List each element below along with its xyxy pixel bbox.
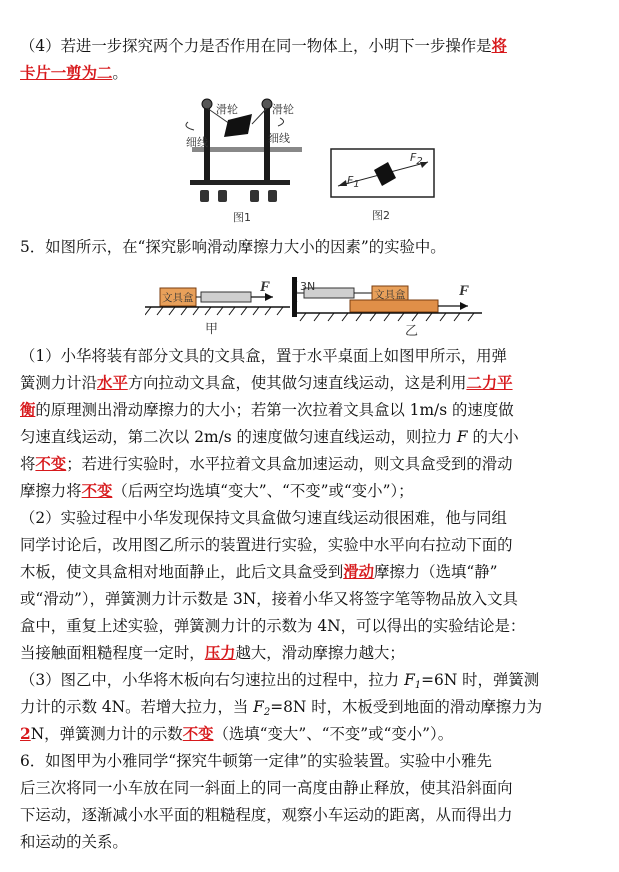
yi-spring-reading: 3N (300, 280, 316, 293)
force-f1-label: F1 (347, 174, 360, 190)
q5-p1-line-4: 匀速直线运动，第二次以 2m/s 的速度做匀速直线运动，则拉力 F 的大小 (20, 428, 519, 446)
string-label-left: 细线 (186, 136, 208, 149)
q5-p1-line-1: （1）小华将装有部分文具的文具盒，置于水平桌面上如图甲所示，用弹 (20, 347, 507, 365)
answer-unchanged-3: 不变 (182, 725, 214, 743)
q5-p1-line-2: 簧测力计沿水平方向拉动文具盒，使其做匀速直线运动，这是利用二力平 (20, 374, 513, 392)
pulley-label-left: 滑轮 (216, 103, 238, 116)
q5-p1-line-5: 将不变；若进行实验时，水平拉着文具盒加速运动，则文具盒受到的滑动 (20, 455, 513, 473)
answer-pressure: 压力 (204, 644, 236, 662)
q4-answer-part1: 将 (491, 37, 507, 55)
yi-force-label: F (459, 283, 470, 299)
string-label-right: 细线 (268, 132, 290, 145)
q5-p2-line-5: 盒中，重复上述实验，弹簧测力计的示数为 4N，可以得出的实验结论是： (20, 617, 526, 635)
pulley-label-right: 滑轮 (272, 103, 294, 116)
q5-p3-line-3: 2N，弹簧测力计的示数不变（选填“变大”、“不变”或“变小”）。 (20, 725, 454, 743)
q5-p2-line-3: 木板，使文具盒相对地面静止，此后文具盒受到滑动摩擦力（选填“静” (20, 563, 498, 581)
q5-p1-line-6: 摩擦力将不变（后两空均选填“变大”、“不变”或“变小”）； (20, 482, 414, 500)
jia-force-label: F (260, 279, 271, 295)
figure-yi-caption: 乙 (405, 324, 419, 339)
answer-unchanged-2: 不变 (81, 482, 113, 500)
q6-line-2: 后三次将同一小车放在同一斜面上的同一高度由静止释放，使其沿斜面向 (20, 779, 513, 797)
q5-p2-line-2: 同学讨论后，改用图乙所示的装置进行实验，实验中水平向右拉动下面的 (20, 536, 513, 554)
q4-text: （4）若进一步探究两个力是否作用在同一物体上，小明下一步操作是 (20, 37, 492, 55)
q5-p2-line-6: 当接触面粗糙程度一定时，压力越大，滑动摩擦力越大； (20, 644, 405, 662)
figure-jia-caption: 甲 (205, 322, 219, 337)
q4-answer-part2: 卡片一剪为二 (20, 64, 113, 82)
answer-balance-part2: 衡 (20, 401, 36, 419)
answer-horizontal: 水平 (96, 374, 128, 392)
q5-p2-line-1: （2）实验过程中小华发现保持文具盒做匀速直线运动很困难，他与同组 (20, 509, 507, 527)
q5-p1-line-3: 衡的原理测出滑动摩擦力的大小；若第一次拉着文具盒以 1m/s 的速度做 (20, 401, 514, 419)
q6-line-4: 和运动的关系。 (20, 833, 128, 851)
yi-box-label: 文具盒 (374, 289, 406, 301)
answer-sliding: 滑动 (343, 563, 375, 581)
answer-balance-part1: 二力平 (466, 374, 513, 392)
q5-intro: 5．如图所示，在“探究影响滑动摩擦力大小的因素”的实验中。 (20, 238, 446, 256)
answer-unchanged-1: 不变 (35, 455, 67, 473)
q6-line-1: 6．如图甲为小雅同学“探究牛顿第一定律”的实验装置。实验中小雅先 (20, 752, 492, 770)
q4-line-2: 卡片一剪为二。 (20, 64, 128, 82)
jia-box-label: 文具盒 (162, 292, 194, 304)
figure-2-caption: 图2 (372, 209, 390, 222)
q4-line-1 (20, 33, 608, 60)
q5-p3-line-1: （3）图乙中，小华将木板向右匀速拉出的过程中，拉力 $F_1=6N$ 时，弹簧测 (20, 671, 540, 691)
figure-1-caption: 图1 (233, 211, 251, 224)
q5-p3-line-2: 力计的示数 4N。若增大拉力，当 $F_2=8N$ 时，木板受到地面的滑动摩擦力为 (20, 698, 543, 718)
q5-p2-line-4: 或“滑动”），弹簧测力计示数是 3N，接着小华又将签字笔等物品放入文具 (20, 590, 518, 608)
q6-line-3: 下运动，逐渐减小水平面的粗糙程度，观察小车运动的距离，从而得出力 (20, 806, 513, 824)
answer-friction-2N: 2 (20, 725, 31, 743)
force-f2-label: F2 (410, 151, 423, 167)
